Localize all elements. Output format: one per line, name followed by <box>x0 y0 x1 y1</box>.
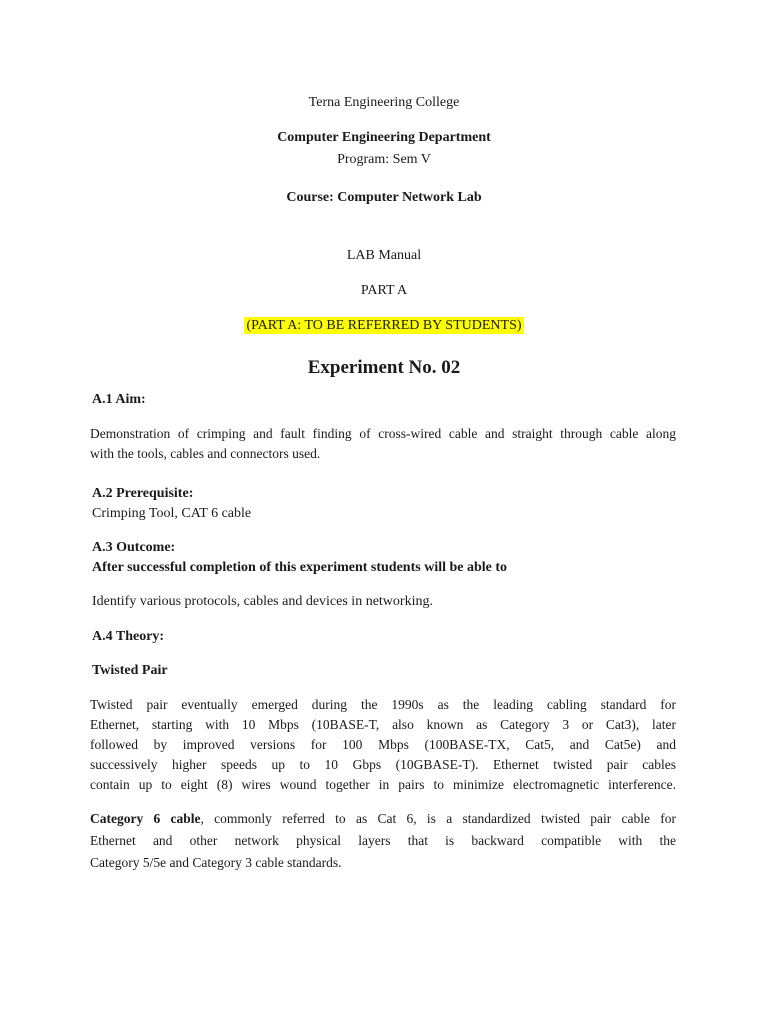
part-note-highlight: (PART A: TO BE REFERRED BY STUDENTS) <box>246 318 522 333</box>
twisted-pair-line: contain up to eight (8) wires wound together in pairs to minimize electromagnetic interference. <box>90 777 676 792</box>
cat6-line: Ethernet and other network physical layers that is backward compatible with the <box>90 833 676 848</box>
twisted-pair-paragraph <box>90 695 676 795</box>
outcome-text: Identify various protocols, cables and devices in networking. <box>92 594 433 609</box>
twisted-pair-line: Ethernet, starting with 10 Mbps (10BASE-T, also known as Category 3 or Cat3), later <box>90 717 676 732</box>
program-line: Program: Sem V <box>337 152 431 167</box>
aim-line: with the tools, cables and connectors used. <box>90 446 321 461</box>
experiment-title: Experiment No. 02 <box>307 357 461 378</box>
cat6-term: Category 6 cable <box>90 811 201 826</box>
prerequisite-text: Crimping Tool, CAT 6 cable <box>92 506 252 521</box>
twisted-pair-line: followed by improved versions for 100 Mbps (100BASE-TX, Cat5, and Cat5e) and <box>90 737 676 752</box>
twisted-pair-line: successively higher speeds up to 10 Gbps (10GBASE-T). Ethernet twisted pair cables <box>90 757 676 772</box>
cat6-line <box>90 808 676 830</box>
lab-manual-label: LAB Manual <box>346 248 422 263</box>
aim-paragraph <box>90 424 676 464</box>
cat6-line: Category 5/5e and Category 3 cable standards. <box>90 855 342 870</box>
theory-heading: A.4 Theory: <box>92 629 165 644</box>
outcome-heading: A.3 Outcome: <box>92 540 176 555</box>
course-title: Course: Computer Network Lab <box>286 190 482 205</box>
part-label: PART A <box>360 283 408 298</box>
cat6-paragraph <box>90 808 676 874</box>
part-note-line <box>0 318 768 334</box>
department-name: Computer Engineering Department <box>277 130 491 145</box>
twisted-pair-heading: Twisted Pair <box>92 663 168 678</box>
prerequisite-heading: A.2 Prerequisite: <box>92 486 194 501</box>
aim-heading: A.1 Aim: <box>92 392 146 407</box>
outcome-subheading: After successful completion of this experiment students will be able to <box>92 560 508 575</box>
twisted-pair-line: Twisted pair eventually emerged during the 1990s as the leading cabling standard for <box>90 697 676 712</box>
college-name: Terna Engineering College <box>308 95 460 110</box>
cat6-line-rest: , commonly referred to as Cat 6, is a standardized twisted pair cable for <box>200 811 676 826</box>
aim-line: Demonstration of crimping and fault finding of cross-wired cable and straight through cable along <box>90 426 676 441</box>
